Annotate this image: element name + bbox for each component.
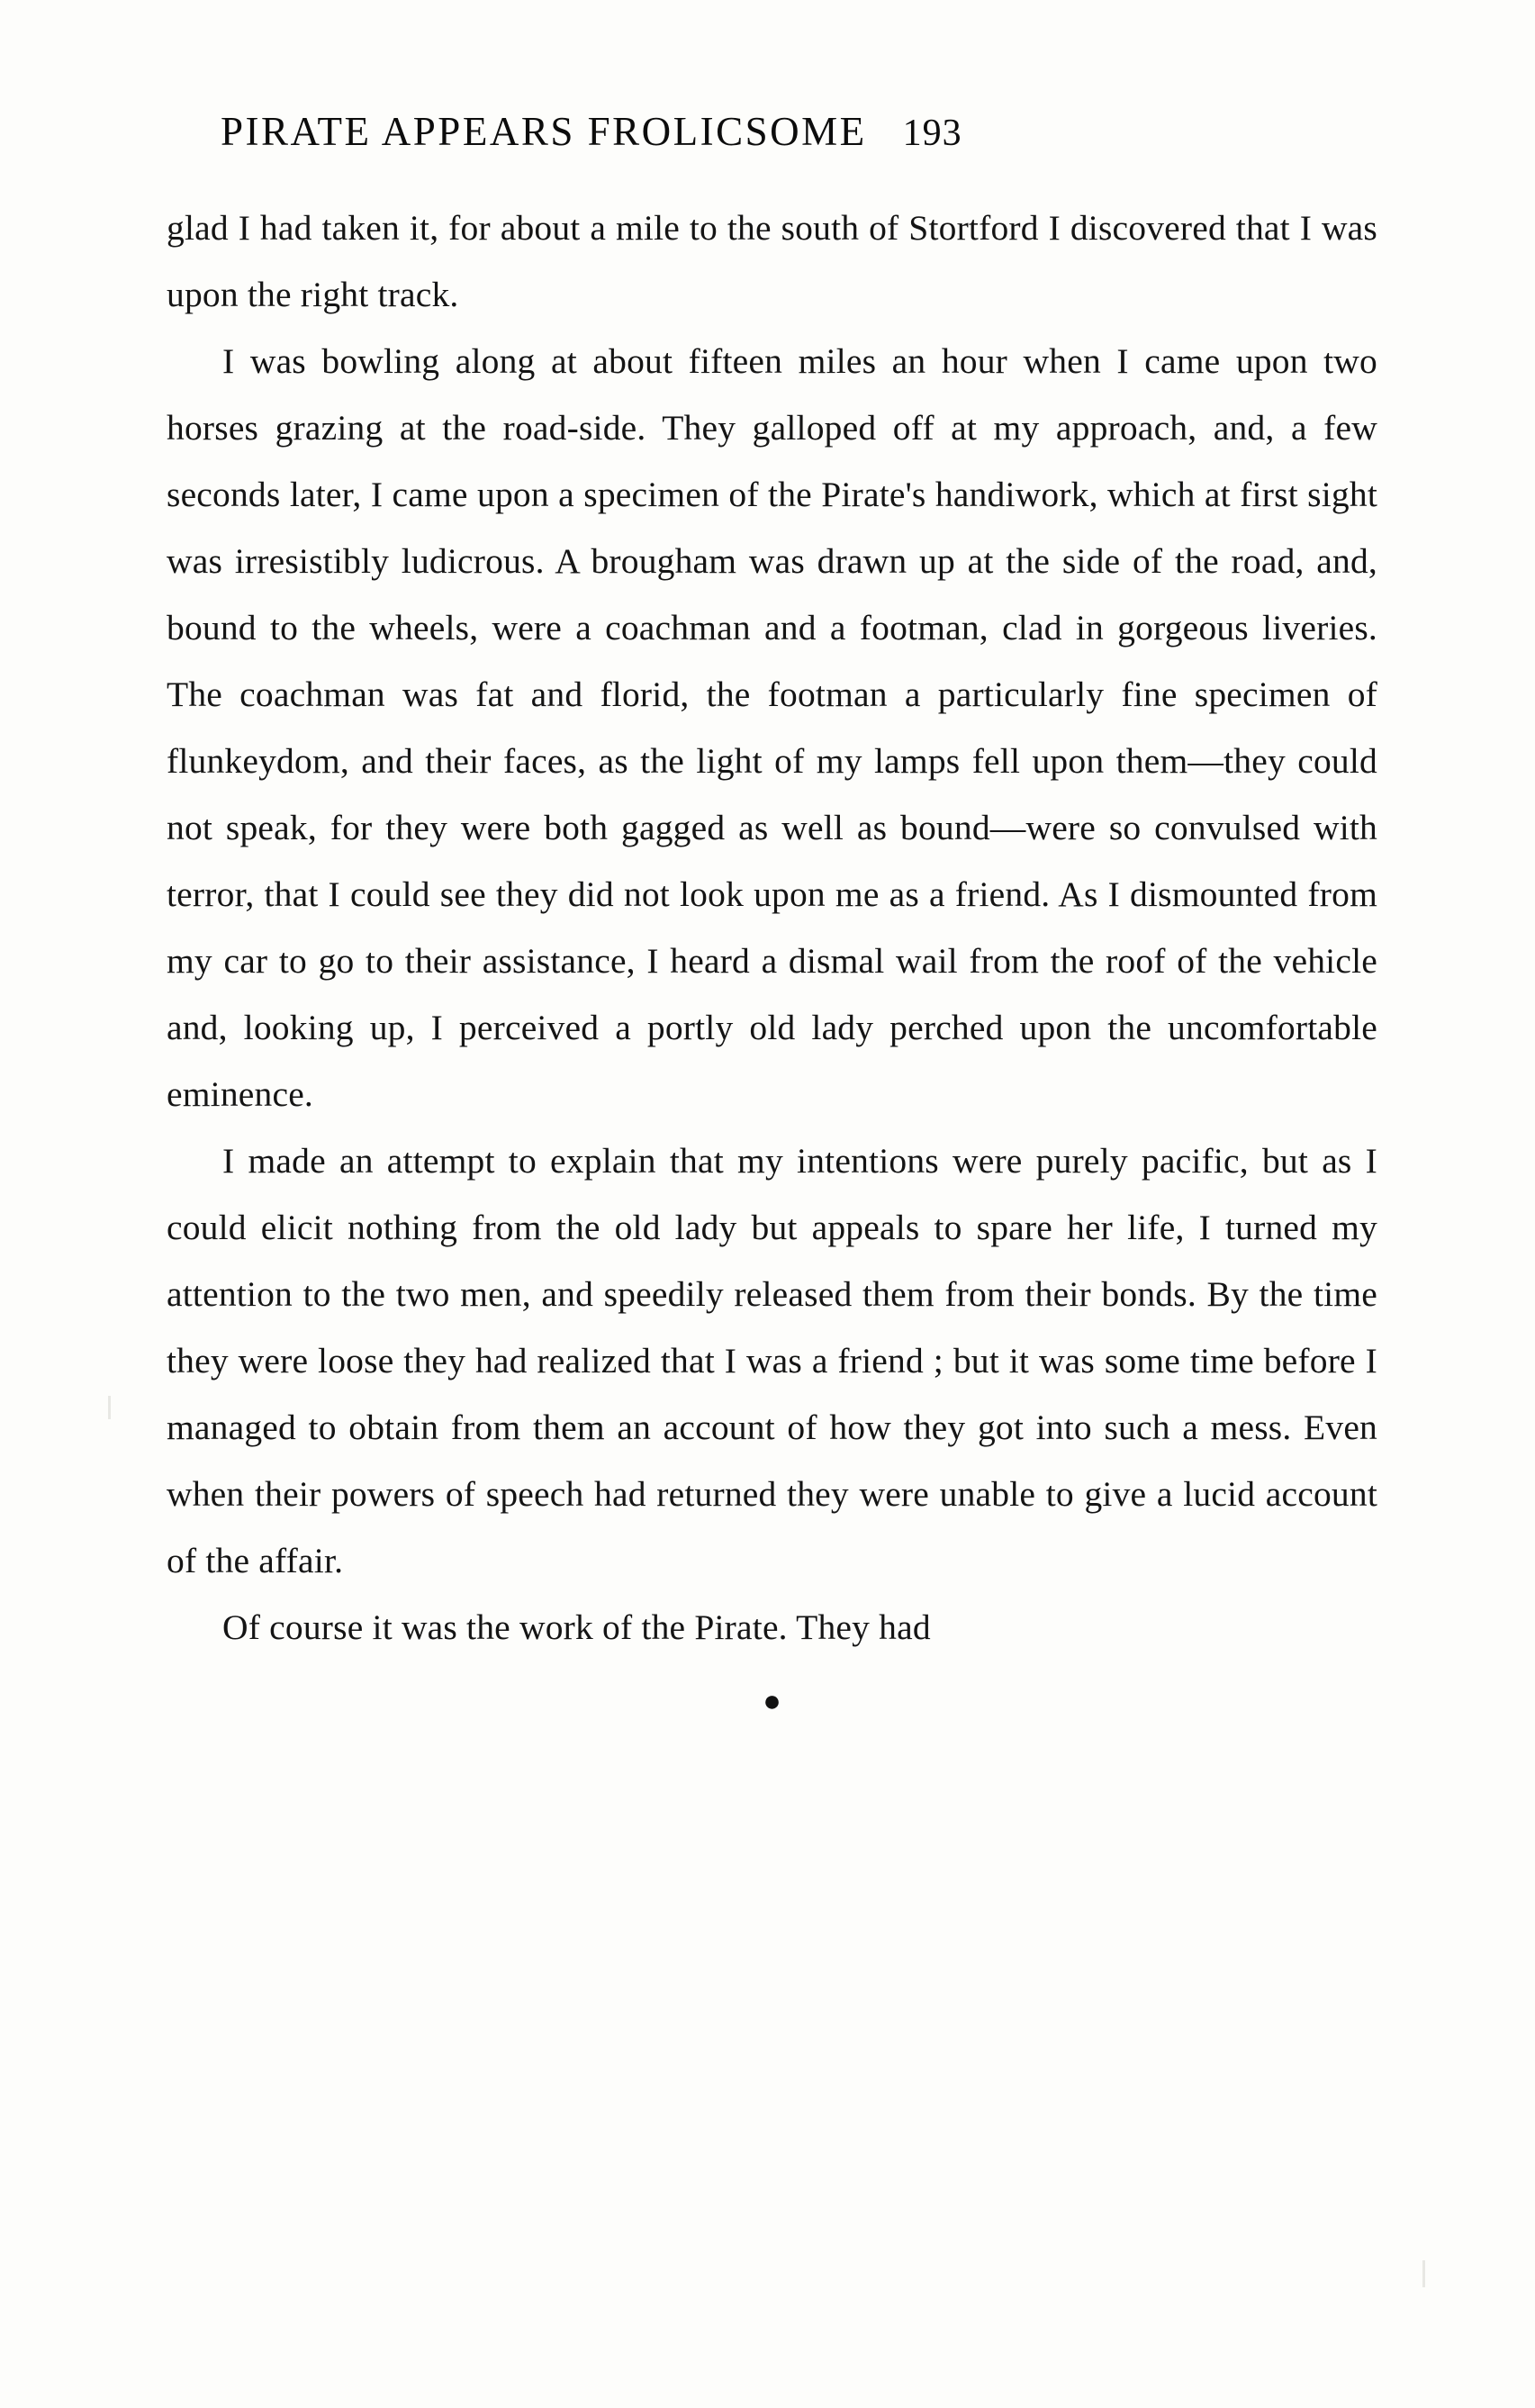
paragraph: Of course it was the work of the Pirate. They had [222, 1607, 931, 1647]
ornament-mark: ● [763, 1685, 781, 1718]
paragraph: I was bowling along at about fifteen miles an hour when I came upon two horses grazing at the road-side. They galloped off at my approach, and, a few seconds later, I came upon a specimen of the Pirate's handiwork, which at first sight was irresistibly ludicrous. A brougham was drawn up at the side of the road, and, bound to the wheels, were a coachman and a footman, clad in gorgeous liveries. The coachman was fat and florid, the footman a particularly fine specimen of flunkeydom, and their faces, as the light of my lamps fell upon them—they could not speak, for they were both gagged as well as bound—were so convulsed with terror, that I could see they did not look upon me as a friend. As I dismounted from my car to go to their assistance, I heard a dismal wail from the roof of the vehicle and, looking up, I perceived a portly old lady perched upon the uncomfortable eminence. [167, 341, 1377, 1114]
body-text [167, 195, 1377, 1661]
running-head-title: PIRATE APPEARS FROLICSOME [221, 109, 867, 154]
page-number: 193 [902, 113, 962, 154]
page-edge-artifact-left [108, 1396, 111, 1419]
page-content [167, 108, 1377, 1720]
page-edge-artifact-right [1422, 2260, 1425, 2287]
paragraph: I made an attempt to explain that my intentions were purely pacific, but as I could elicit nothing from the old lady but appeals to spare her life, I turned my attention to the two men, and speedily released them from their bonds. By the time they were loose they had realized that I was a friend ; but it was some time before I managed to obtain from them an account of how they got into such a mess. Even when their powers of speech had returned they were unable to give a lucid account of the affair. [167, 1141, 1377, 1580]
paragraph: glad I had taken it, for about a mile to the south of Stortford I discovered that I was upon the right track. [167, 208, 1377, 314]
running-head [167, 108, 1377, 155]
